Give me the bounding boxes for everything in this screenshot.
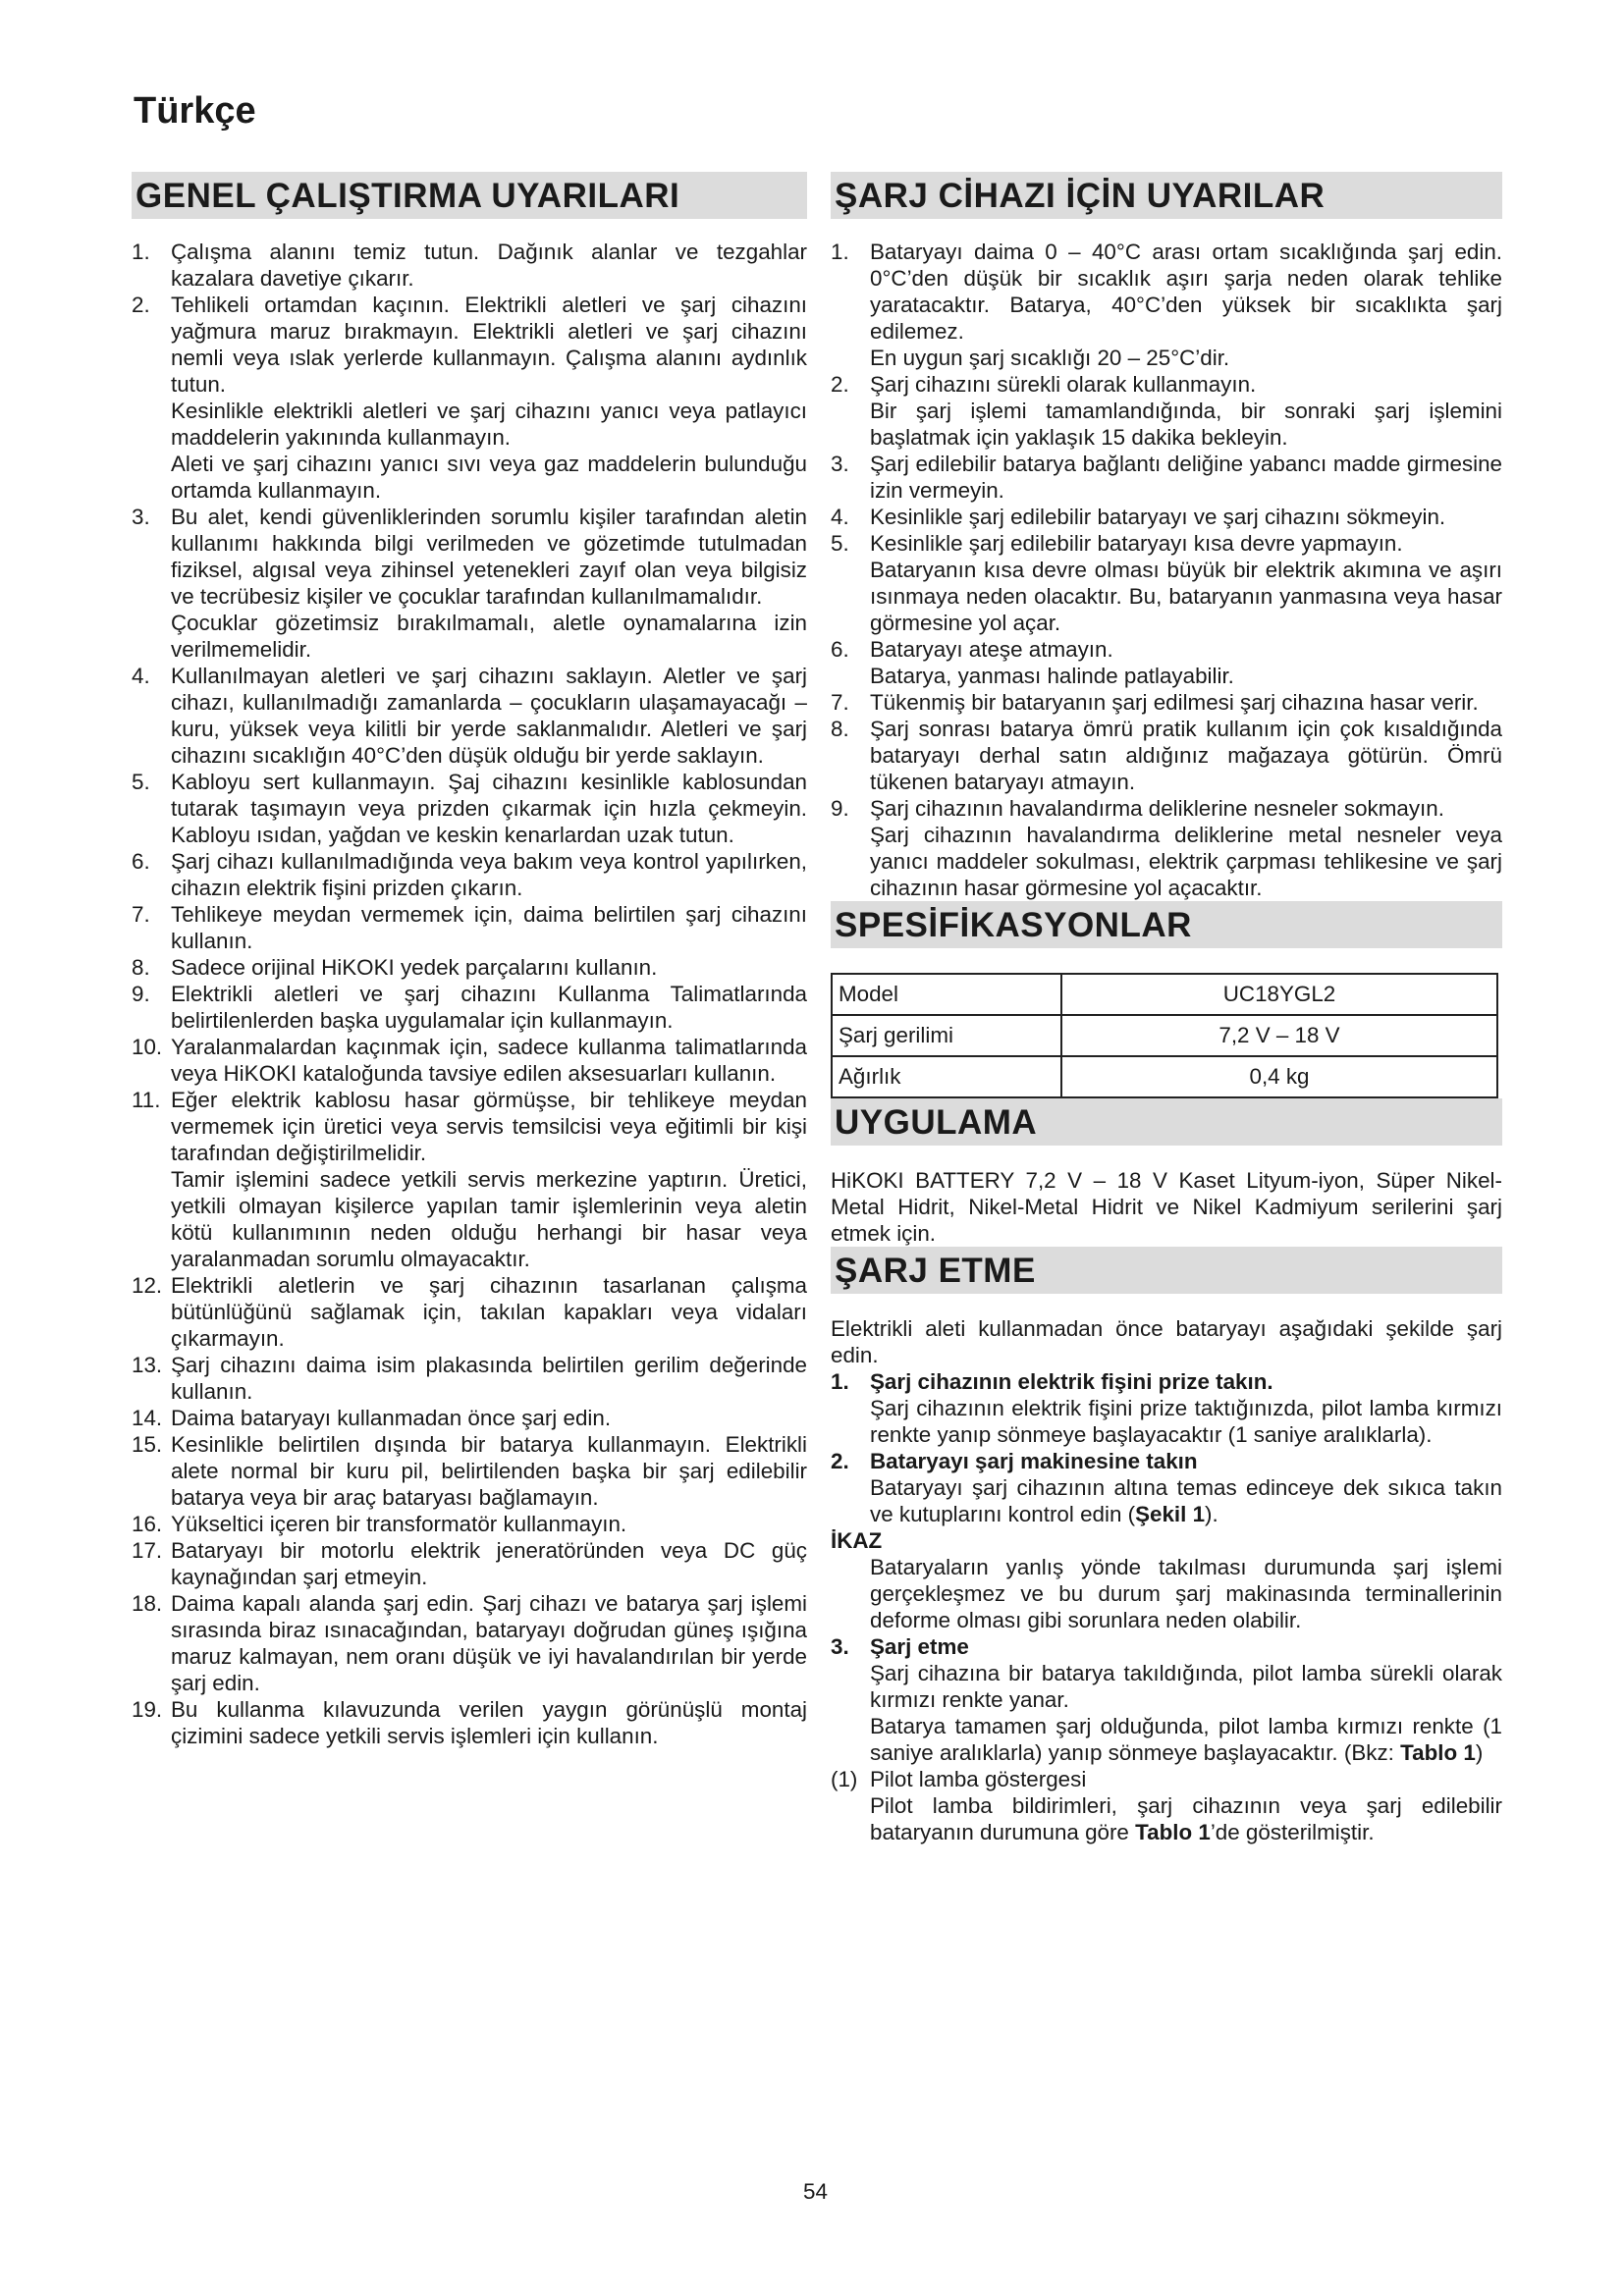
list-item (132, 292, 807, 504)
item-text: Elektrikli aletlerin ve şarj cihazının tasarlanan çalışma bütünlüğünü sağlamak için, takılan kapakları veya vidaları çıkarmayın. (171, 1273, 807, 1351)
list-item (132, 1696, 807, 1749)
item-number: 6. (132, 849, 150, 874)
item-text: Şarj edilebilir batarya bağlantı deliğine yabancı madde girmesine izin vermeyin. (870, 452, 1502, 503)
item-number: 19. (132, 1697, 163, 1722)
item-number: 1. (132, 240, 150, 264)
sub-number: (1) (831, 1767, 858, 1791)
left-column (132, 172, 807, 1749)
page-number: 54 (803, 2179, 828, 2204)
spec-value: 7,2 V – 18 V (1061, 1015, 1497, 1056)
step-title: Şarj cihazının elektrik fişini prize takın. (870, 1369, 1273, 1394)
item-text: Elektrikli aletleri ve şarj cihazını Kullanma Talimatlarında belirtilenlerden başka uygulamalar için kullanmayın. (171, 982, 807, 1033)
charger-warnings-list (831, 239, 1502, 901)
item-number: 9. (831, 796, 849, 821)
spec-label: Model (832, 974, 1061, 1015)
general-warnings-list (132, 239, 807, 1749)
list-item (132, 1431, 807, 1511)
step-text: Şarj cihazının elektrik fişini prize taktığınızda, pilot lamba kırmızı renkte yanıp sönmeye başlayacaktır (1 saniye aralıklarla). (870, 1396, 1502, 1447)
item-number: 1. (831, 240, 849, 264)
step-number: 3. (831, 1634, 849, 1659)
item-number: 17. (132, 1538, 163, 1563)
list-item (132, 1034, 807, 1087)
item-text: Batarya, yanması halinde patlayabilir. (870, 664, 1234, 688)
list-item (132, 1537, 807, 1590)
item-text: Şarj cihazını sürekli olarak kullanmayın. (870, 372, 1257, 397)
spec-value: 0,4 kg (1061, 1056, 1497, 1097)
specifications-table (831, 973, 1498, 1098)
charging-step-1 (831, 1368, 1502, 1448)
specifications-heading: SPESİFİKASYONLAR (831, 901, 1502, 948)
item-text: Tehlikeye meydan vermemek için, daima belirtilen şarj cihazını kullanın. (171, 902, 807, 953)
list-item (132, 1352, 807, 1405)
list-item (132, 1511, 807, 1537)
list-item (132, 1590, 807, 1696)
list-item (132, 1272, 807, 1352)
item-text: Şarj cihazının havalandırma deliklerine nesneler sokmayın. (870, 796, 1444, 821)
item-text: Şarj cihazının havalandırma deliklerine metal nesneler veya yanıcı maddeler sokulması, elektrik çarpması tehlikesine ve şarj cihazının hasar görmesine yol açacaktır. (870, 823, 1502, 900)
table-row (832, 1056, 1497, 1097)
table-row (832, 1015, 1497, 1056)
item-text: Şarj cihazı kullanılmadığında veya bakım veya kontrol yapılırken, cihazın elektrik fişini prizden çıkarın. (171, 849, 807, 900)
application-heading: UYGULAMA (831, 1098, 1502, 1146)
item-text: Daima kapalı alanda şarj edin. Şarj cihazı ve batarya şarj işlemi sırasında biraz ısınacağından, bataryayı doğrudan güneş ışığına maruz kalmayan, nem oranı düşük ve iyi havalandırılan bir yerde şarj edin. (171, 1591, 807, 1695)
step-title: Şarj etme (870, 1634, 969, 1659)
item-text: Kesinlikle şarj edilebilir bataryayı ve şarj cihazını sökmeyin. (870, 505, 1446, 529)
table-reference: Tablo 1 (1135, 1820, 1211, 1844)
item-text: Çocuklar gözetimsiz bırakılmamalı, aletle oynamalarına izin verilmemelidir. (171, 611, 807, 662)
item-text: Eğer elektrik kablosu hasar görmüşse, bir tehlikeye meydan vermemek için üretici veya servis temsilcisi veya eğitimli bir kişi tarafından değiştirilmelidir. (171, 1088, 807, 1165)
item-text: Sadece orijinal HiKOKI yedek parçalarını kullanın. (171, 955, 658, 980)
step-text: Şarj cihazına bir batarya takıldığında, pilot lamba sürekli olarak kırmızı renkte yanar. (870, 1661, 1502, 1712)
sub-text: Pilot lamba bildirimleri, şarj cihazının veya şarj edilebilir bataryanın durumuna göre Tablo 1’de gösterilmiştir. (870, 1793, 1502, 1844)
step-title: Bataryayı şarj makinesine takın (870, 1449, 1198, 1473)
item-text: Kullanılmayan aletleri ve şarj cihazını saklayın. Aletler ve şarj cihazı, kullanılmadığı zamanlarda – çocukların ulaşamayacağı – kuru, yüksek veya kilitli bir yerde saklanmalıdır. Aletleri ve şarj cihazını sıcaklığın 40°C’den düşük olduğu bir yerde saklayın. (171, 664, 807, 768)
item-text: Bataryayı ateşe atmayın. (870, 637, 1113, 662)
list-item (831, 504, 1502, 530)
item-number: 2. (132, 293, 150, 317)
item-number: 7. (831, 690, 849, 715)
list-item (132, 901, 807, 954)
list-item (132, 1087, 807, 1272)
item-number: 5. (831, 531, 849, 556)
list-item (831, 530, 1502, 636)
charging-heading: ŞARJ ETME (831, 1247, 1502, 1294)
charging-sub-1 (831, 1766, 1502, 1845)
list-item (132, 1405, 807, 1431)
list-item (831, 689, 1502, 716)
item-number: 5. (132, 770, 150, 794)
item-text: Yükseltici içeren bir transformatör kullanmayın. (171, 1512, 627, 1536)
item-number: 10. (132, 1035, 163, 1059)
item-number: 18. (132, 1591, 163, 1616)
item-number: 8. (831, 717, 849, 741)
item-text: Bu kullanma kılavuzunda verilen yaygın görünüşlü montaj çizimini sadece yetkili servis işlemleri için kullanın. (171, 1697, 807, 1748)
item-text: Bataryanın kısa devre olması büyük bir elektrik akımına ve aşırı ısınmaya neden olacaktır. Bu, bataryanın yanmasına veya hasar görmesine yol açar. (870, 558, 1502, 635)
item-text: Kabloyu sert kullanmayın. Şaj cihazını kesinlikle kablosundan tutarak taşımayın veya prizden çıkarmak için hızla çekmeyin. Kabloyu ısıdan, yağdan ve keskin kenarlardan uzak tutun. (171, 770, 807, 847)
item-text: Tükenmiş bir bataryanın şarj edilmesi şarj cihazına hasar verir. (870, 690, 1479, 715)
list-item (831, 795, 1502, 901)
step-number: 2. (831, 1449, 849, 1473)
page-language-title: Türkçe (134, 90, 256, 132)
warning-text: Bataryaların yanlış yönde takılması durumunda şarj işlemi gerçekleşmez ve bu durum şarj makinasında terminallerinin deforme olması gibi sorunlara neden olabilir. (870, 1555, 1502, 1632)
right-column (831, 172, 1502, 1845)
table-reference: Tablo 1 (1400, 1740, 1476, 1765)
list-item (132, 239, 807, 292)
item-text: Tamir işlemini sadece yetkili servis merkezine yaptırın. Üretici, yetkili olmayan kişilerce yapılan tamir işlemlerinin veya aletin kötü kullanımının neden olduğu herhangi bir hasar veya yaralanmadan sorumlu olmayacaktır. (171, 1167, 807, 1271)
list-item (831, 371, 1502, 451)
step-text: Bataryayı şarj cihazının altına temas edinceye dek sıkıca takın ve kutuplarını kontrol edin (Şekil 1). (870, 1475, 1502, 1526)
spec-value: UC18YGL2 (1061, 974, 1497, 1015)
list-item (132, 954, 807, 981)
spec-label: Şarj gerilimi (832, 1015, 1061, 1056)
item-text: Bataryayı daima 0 – 40°C arası ortam sıcaklığında şarj edin. 0°C’den düşük bir sıcaklık aşırı şarja neden olarak tehlike yaratacaktır. Batarya, 40°C’den yüksek bir sıcaklıkta şarj edilemez. (870, 240, 1502, 344)
list-item (132, 981, 807, 1034)
item-number: 7. (132, 902, 150, 927)
item-number: 6. (831, 637, 849, 662)
item-text: Bataryayı bir motorlu elektrik jeneratöründen veya DC güç kaynağından şarj etmeyin. (171, 1538, 807, 1589)
item-text: Şarj sonrası batarya ömrü pratik kullanım için çok kısaldığında bataryayı derhal satın aldığınız mağazaya götürün. Ömrü tükenen bataryayı atmayın. (870, 717, 1502, 794)
application-text: HiKOKI BATTERY 7,2 V – 18 V Kaset Lityum-iyon, Süper Nikel-Metal Hidrit, Nikel-Metal Hidrit ve Nikel Kadmiyum serilerini şarj etmek için. (831, 1168, 1502, 1246)
item-text: Bir şarj işlemi tamamlandığında, bir sonraki şarj işlemini başlatmak için yaklaşık 15 dakika bekleyin. (870, 399, 1502, 450)
list-item (831, 451, 1502, 504)
list-item (831, 636, 1502, 689)
item-number: 14. (132, 1406, 163, 1430)
item-number: 12. (132, 1273, 163, 1298)
item-text: Şarj cihazını daima isim plakasında belirtilen gerilim değerinde kullanın. (171, 1353, 807, 1404)
sub-title: Pilot lamba göstergesi (870, 1767, 1087, 1791)
list-item (132, 663, 807, 769)
item-text: Aleti ve şarj cihazını yanıcı sıvı veya gaz maddelerin bulunduğu ortamda kullanmayın. (171, 452, 807, 503)
item-number: 11. (132, 1088, 161, 1112)
item-text: Daima bataryayı kullanmadan önce şarj edin. (171, 1406, 612, 1430)
charger-warnings-heading: ŞARJ CİHAZI İÇİN UYARILAR (831, 172, 1502, 219)
figure-reference: Şekil 1 (1135, 1502, 1206, 1526)
item-number: 9. (132, 982, 150, 1006)
item-text: Kesinlikle belirtilen dışında bir batarya kullanmayın. Elektrikli alete normal bir kuru pil, belirtilenden başka bir şarj edilebilir batarya veya bir araç bataryası bağlamayın. (171, 1432, 807, 1510)
item-number: 3. (132, 505, 150, 529)
list-item (132, 848, 807, 901)
list-item (132, 504, 807, 663)
warning-label: İKAZ (831, 1528, 883, 1553)
item-text: Çalışma alanını temiz tutun. Dağınık alanlar ve tezgahlar kazalara davetiye çıkarır. (171, 240, 807, 291)
item-number: 13. (132, 1353, 163, 1377)
item-text: Yaralanmalardan kaçınmak için, sadece kullanma talimatlarında veya HiKOKI kataloğunda tavsiye edilen aksesuarları kullanın. (171, 1035, 807, 1086)
step-number: 1. (831, 1369, 849, 1394)
charging-step-3 (831, 1633, 1502, 1766)
item-number: 4. (831, 505, 849, 529)
item-text: Kesinlikle şarj edilebilir bataryayı kısa devre yapmayın. (870, 531, 1403, 556)
list-item (831, 716, 1502, 795)
item-text: Bu alet, kendi güvenliklerinden sorumlu kişiler tarafından aletin kullanımı hakkında bilgi verilmeden ve gözetimde tutulmadan fiziksel, algısal veya zihinsel yetenekleri zayıf olan veya bilgisiz ve tecrübesiz kişiler ve çocuklar tarafından kullanılmamalıdır. (171, 505, 807, 609)
charging-step-2 (831, 1448, 1502, 1527)
item-text: En uygun şarj sıcaklığı 20 – 25°C’dir. (870, 346, 1230, 370)
list-item (132, 769, 807, 848)
item-text: Tehlikeli ortamdan kaçının. Elektrikli aletleri ve şarj cihazını yağmura maruz bırakmayın. Elektrikli aletleri ve şarj cihazını nemli veya ıslak yerlerde kullanmayın. Çalışma alanını aydınlık tutun. (171, 293, 807, 397)
item-number: 2. (831, 372, 849, 397)
spec-label: Ağırlık (832, 1056, 1061, 1097)
item-number: 4. (132, 664, 150, 688)
step-text: Batarya tamamen şarj olduğunda, pilot lamba kırmızı renkte (1 saniye aralıklarla) yanıp sönmeye başlayacaktır. (Bkz: Tablo 1) (870, 1714, 1502, 1765)
charging-intro: Elektrikli aleti kullanmadan önce bataryayı aşağıdaki şekilde şarj edin. (831, 1316, 1502, 1367)
list-item (831, 239, 1502, 371)
table-row (832, 974, 1497, 1015)
item-text: Kesinlikle elektrikli aletleri ve şarj cihazını yanıcı veya patlayıcı maddelerin yakınında kullanmayın. (171, 399, 807, 450)
general-warnings-heading: GENEL ÇALIŞTIRMA UYARILARI (132, 172, 807, 219)
item-number: 8. (132, 955, 150, 980)
item-number: 15. (132, 1432, 163, 1457)
item-number: 16. (132, 1512, 163, 1536)
item-number: 3. (831, 452, 849, 476)
